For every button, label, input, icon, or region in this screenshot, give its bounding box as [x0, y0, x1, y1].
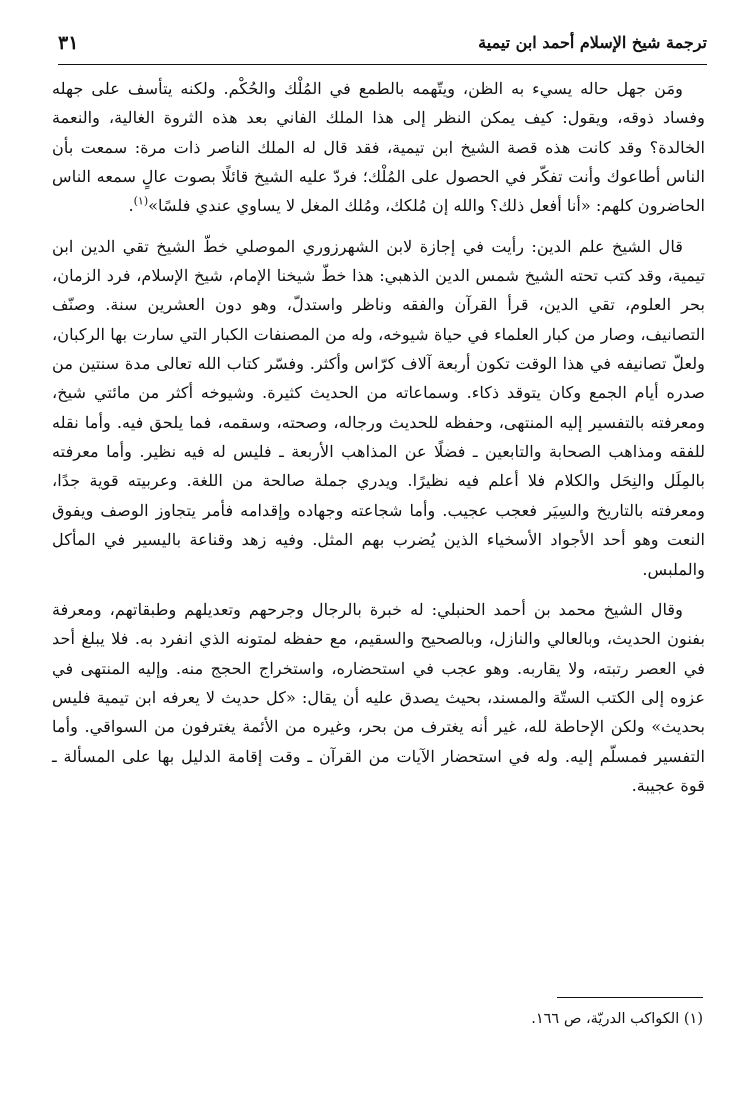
- footnote-reference: (١): [133, 194, 149, 208]
- footnote-divider: [557, 997, 703, 998]
- paragraph-2: [52, 232, 705, 584]
- paragraph-3: [52, 595, 705, 800]
- paragraph-2-text: قال الشيخ علم الدين: رأيت في إجازة لابن الشهرزوري الموصلي خطّ الشيخ تقي الدين ابن تيمية، وقد كتب تحته الشيخ شمس الدين الذهبي: هذا خطّ شيخنا الإمام، شيخ الإسلام، فرد الزمان، بحر العلوم، تقي الدين، قرأ القرآن والفقه وناظر واستدلّ، وهو دون العشرين سنة. وصنّف التصانيف، وصار من كبار العلماء في حياة شيوخه، وله من المصنفات الكبار التي سارت بها الركبان، ولعلّ تصانيفه في هذا الوقت تكون أربعة آلاف كرّاس وأكثر. وفسّر كتاب الله تعالى مدة سنتين من صدره أيام الجمع وكان يتوقد ذكاء. وسماعاته من الحديث كثيرة. وشيوخه أكثر من مائتي شيخ، ومعرفته بالتفسير إليه المنتهى، وحفظه للحديث ورجاله، وصحته، وسقمه، فما يلحق فيه. وأما نقله للفقه ومذاهب الصحابة والتابعين ـ فضلًا عن المذاهب الأربعة ـ فليس له فيه نظير. وأما معرفته بالمِلَل والنِحَل والكلام فلا أعلم فيه نظيرًا. ويدري جملة صالحة من اللغة. وعربيته قوية جدًا، ومعرفته بالتاريخ والسِيَر فعجب عجيب. وأما شجاعته وجهاده وإقدامه فأمر يتجاوز الوصف ويفوق النعت وهو أحد الأجواد الأسخياء الذين يُضرب بهم المثل. وفيه زهد وقناعة باليسير في المأكل والملبس.: [52, 236, 705, 579]
- footnote: (١) الكواكب الدريّة، ص ١٦٦.: [531, 1011, 703, 1027]
- running-title: ترجمة شيخ الإسلام أحمد ابن تيمية: [478, 33, 707, 52]
- paragraph-1: ومَن جهل حاله يسيء به الظن، ويتّهمه بالطمع في المُلْك والحُكْم. ولكنه يتأسف على جهله وفساد ذوقه، ويقول: كيف يمكن النظر إلى هذا الملك الفاني بعد هذه الثروة الغالية، والنعمة الخالدة؟ وقد كانت هذه قصة الشيخ ابن تيمية، فقد قال له الملك الناصر ذات مرة: سمعت بأن الناس أطاعوك وأنت تفكّر في الحصول على المُلْك؛ فردّ عليه الشيخ قائلًا بصوت عالٍ سمعه الناس الحاضرون كلهم: «أنا أفعل ذلك؟ والله إن مُلكك، ومُلك المغل لا يساوي عندي فلسًا»$^{(١)}$.: [52, 79, 705, 216]
- page-number: ٣١: [58, 32, 79, 54]
- body-text: [52, 74, 705, 800]
- paragraph-3-text: وقال الشيخ محمد بن أحمد الحنبلي: له خبرة بالرجال وجرحهم وتعديلهم وطبقاتهم، ومعرفة بفنون الحديث، وبالعالي والنازل، وبالصحيح والسقيم، مع حفظه لمتونه الذي انفرد به. فلا يبلغ أحد في العصر رتبته، ولا يقاربه. وهو عجب في استحضاره، واستخراج الحجج منه. وإليه المنتهى في عزوه إلى الكتب الستّة والمسند، بحيث يصدق عليه أن يقال: «كل حديث لا يعرفه ابن تيمية فليس بحديث» ولكن الإحاطة لله، غير أنه يغترف من بحر، وغيره من الأئمة يغترفون من السواقي. وأما التفسير فمسلّم إليه. وله في استحضار الآيات من القرآن ـ وقت إقامة الدليل بها على المسألة ـ قوة عجيبة.: [52, 599, 705, 795]
- paragraph-1-text: ومَن جهل حاله يسيء به الظن، ويتّهمه بالطمع في المُلْك والحُكْم. ولكنه يتأسف على جهله وفساد ذوقه، ويقول: كيف يمكن النظر إلى هذا الملك الفاني بعد هذه الثروة الغالية، والنعمة الخالدة؟ وقد كانت هذه قصة الشيخ ابن تيمية، فقد قال له الملك الناصر ذات مرة: سمعت بأن الناس أطاعوك وأنت تفكّر في الحصول على المُلْك؛ فردّ عليه الشيخ قائلًا بصوت عالٍ سمعه الناس الحاضرون كلهم: «أنا أفعل ذلك؟ والله إن مُلكك، ومُلك المغل لا يساوي عندي فلسًا»: [52, 79, 705, 216]
- page-header: [58, 30, 707, 65]
